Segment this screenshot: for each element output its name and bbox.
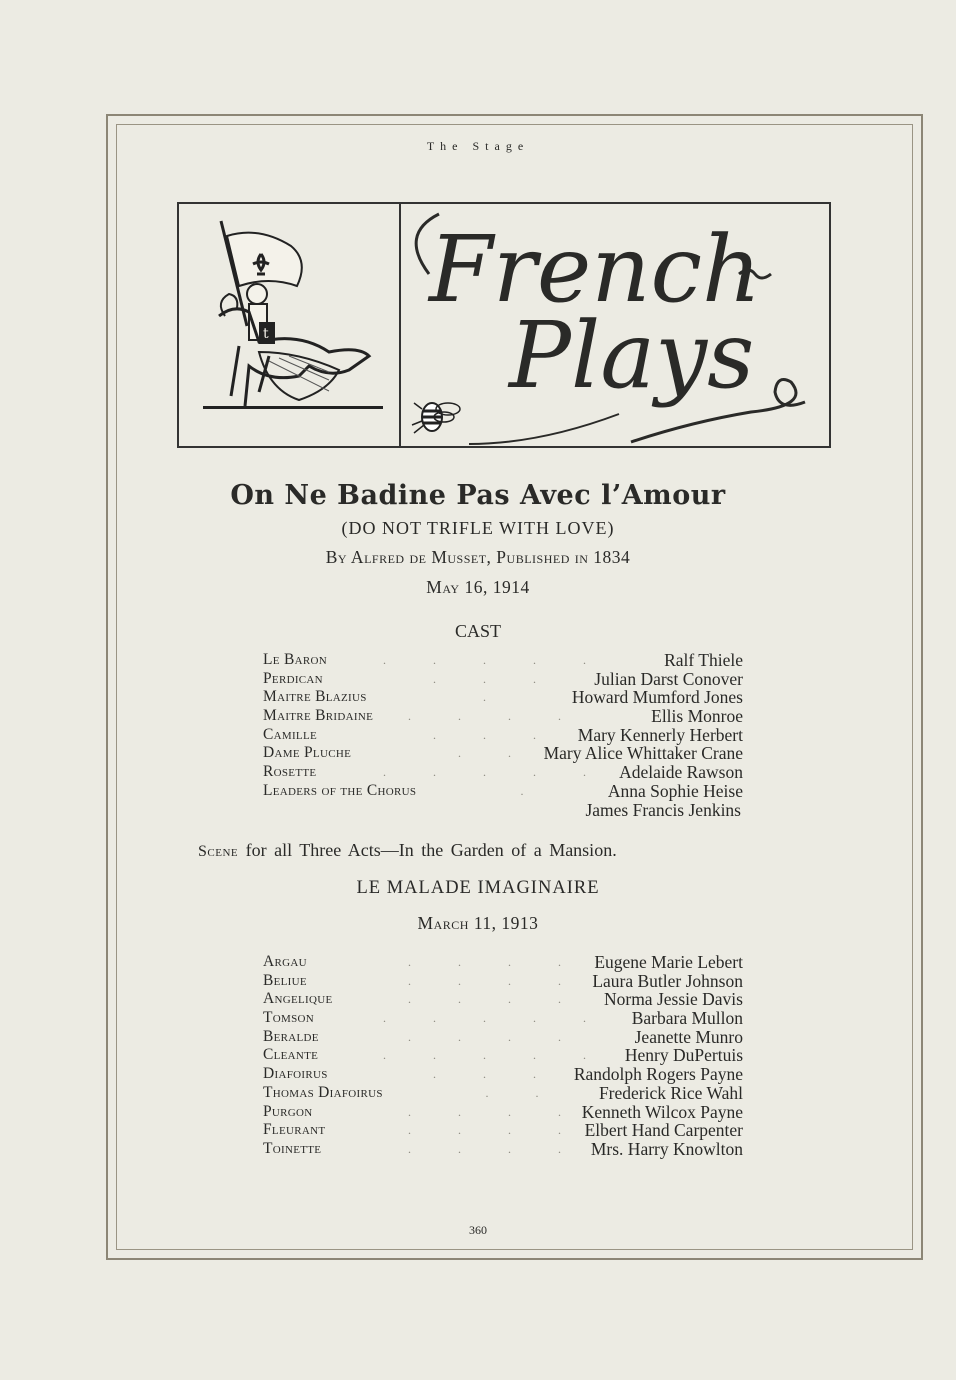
play1-byline: By Alfred de Musset, Published in 1834: [325, 547, 631, 567]
play1-title: On Ne Badine Pas Avec l’Amour: [230, 480, 726, 511]
scene-text: for all Three Acts—In the Garden of a Mansion.: [245, 840, 617, 860]
role-name: Maitre Bridaine: [263, 707, 374, 725]
knight-on-horse-with-fleur-de-lis-banner-icon: [199, 216, 389, 416]
cast-row: [263, 651, 743, 670]
role-name: Tomson: [263, 1009, 314, 1027]
svg-text:t: t: [263, 326, 269, 342]
running-head: The Stage: [426, 139, 530, 153]
leader-dots: .: [520, 783, 546, 798]
cast-row: [263, 688, 743, 707]
actor-name: Julian Darst Conover: [594, 668, 743, 689]
title-banner: [177, 202, 831, 448]
leader-dots: . . . .: [408, 1029, 583, 1044]
role-name: Argau: [263, 953, 307, 970]
actor-name: Elbert Hand Carpenter: [584, 1120, 743, 1141]
role-name: Fleurant: [263, 1121, 326, 1139]
role-name: Le Baron: [263, 651, 327, 668]
cast-row: [263, 1140, 743, 1159]
actor-name: Henry DuPertuis: [624, 1045, 743, 1066]
role-name: Camille: [263, 725, 317, 743]
play1-date: May 16, 1914: [426, 577, 530, 597]
leader-dots: . . .: [433, 671, 558, 686]
actor-name: Ralf Thiele: [664, 650, 743, 670]
cast-row: [263, 744, 743, 763]
actor-name: Frederick Rice Wahl: [598, 1082, 743, 1103]
actor-name: Randolph Rogers Payne: [573, 1064, 743, 1085]
cast-row: [263, 1121, 743, 1140]
role-name: Cleante: [263, 1046, 319, 1064]
page-number: 360: [469, 1223, 487, 1237]
leader-dots: .: [483, 690, 508, 705]
actor-name: Norma Jessie Davis: [603, 989, 743, 1010]
knight-ground-line: [203, 406, 383, 409]
leader-dots: . . . .: [408, 1141, 583, 1156]
cast-row: [263, 726, 743, 745]
cast-row: [263, 1103, 743, 1122]
actor-name: Ellis Monroe: [651, 706, 743, 727]
banner-title-line-2: Plays: [509, 302, 755, 409]
cast-row: [263, 1046, 743, 1065]
role-name: Angelique: [263, 990, 333, 1008]
actor-name: Laura Butler Johnson: [592, 970, 743, 991]
bee-icon: [404, 389, 464, 439]
cast-heading: CAST: [454, 621, 501, 641]
play2-date: March 11, 1913: [417, 913, 539, 933]
actor-name: Mrs. Harry Knowlton: [590, 1138, 743, 1159]
actor-name: Kenneth Wilcox Payne: [581, 1101, 743, 1122]
role-name: Leaders of the Chorus: [263, 781, 417, 799]
role-name: Maitre Blazius: [263, 688, 367, 706]
role-name: Perdican: [263, 669, 323, 687]
play1-translation: (DO NOT TRIFLE WITH LOVE): [341, 518, 615, 538]
leader-dots: . . . . .: [383, 765, 608, 780]
scene-label: Scene: [198, 843, 239, 860]
actor-name: Mary Alice Whittaker Crane: [543, 743, 743, 764]
cast-row: [263, 782, 743, 801]
leader-dots: . . . .: [408, 1123, 583, 1138]
leader-dots: . . . .: [408, 709, 583, 724]
actor-name: Adelaide Rawson: [619, 762, 743, 783]
leader-dots: . . . .: [408, 955, 583, 969]
cast-row: [263, 763, 743, 782]
role-name: Diafoirus: [263, 1065, 328, 1083]
role-name: Toinette: [263, 1139, 322, 1157]
role-name: Rosette: [263, 763, 317, 781]
cast-row: [263, 953, 743, 972]
leader-dots: . . . . .: [383, 653, 608, 667]
leader-dots: . . . . .: [383, 1011, 608, 1026]
role-name: Beralde: [263, 1027, 319, 1045]
cast-row: [263, 1065, 743, 1084]
cast-row: [263, 707, 743, 726]
play1-cast-list: [263, 651, 743, 819]
actor-name: Eugene Marie Lebert: [594, 952, 743, 972]
cast-row: [263, 670, 743, 689]
actor-name: James Francis Jenkins: [585, 799, 741, 820]
leader-dots: . . . .: [408, 992, 583, 1007]
cast-row: [263, 1028, 743, 1047]
cast-row: [263, 1084, 743, 1103]
cast-row: [263, 972, 743, 991]
actor-name: Barbara Mullon: [631, 1008, 743, 1029]
leader-dots: . .: [485, 1085, 561, 1100]
play2-cast-list: [263, 953, 743, 1159]
leader-dots: . .: [458, 746, 533, 761]
leader-dots: . . . .: [408, 1104, 583, 1119]
role-name: Thomas Diafoirus: [263, 1083, 383, 1101]
play2-title: LE MALADE IMAGINAIRE: [356, 878, 600, 898]
cast-row: [263, 1009, 743, 1028]
cast-row: [263, 990, 743, 1009]
actor-name: Howard Mumford Jones: [571, 687, 743, 708]
role-name: Beliue: [263, 971, 307, 989]
banner-title-line-1: French: [429, 216, 762, 323]
scene-description: [198, 840, 617, 861]
actor-name: Jeanette Munro: [634, 1026, 743, 1047]
actor-name: Mary Kennerly Herbert: [577, 724, 743, 745]
role-name: Purgon: [263, 1102, 313, 1120]
leader-dots: . . .: [433, 1067, 558, 1082]
role-name: Dame Pluche: [263, 744, 352, 762]
leader-dots: . . . .: [408, 973, 583, 988]
leader-dots: . . . . .: [383, 1048, 608, 1063]
actor-name: Anna Sophie Heise: [607, 780, 743, 801]
leader-dots: . . .: [433, 727, 558, 742]
cast-row: [263, 801, 743, 820]
